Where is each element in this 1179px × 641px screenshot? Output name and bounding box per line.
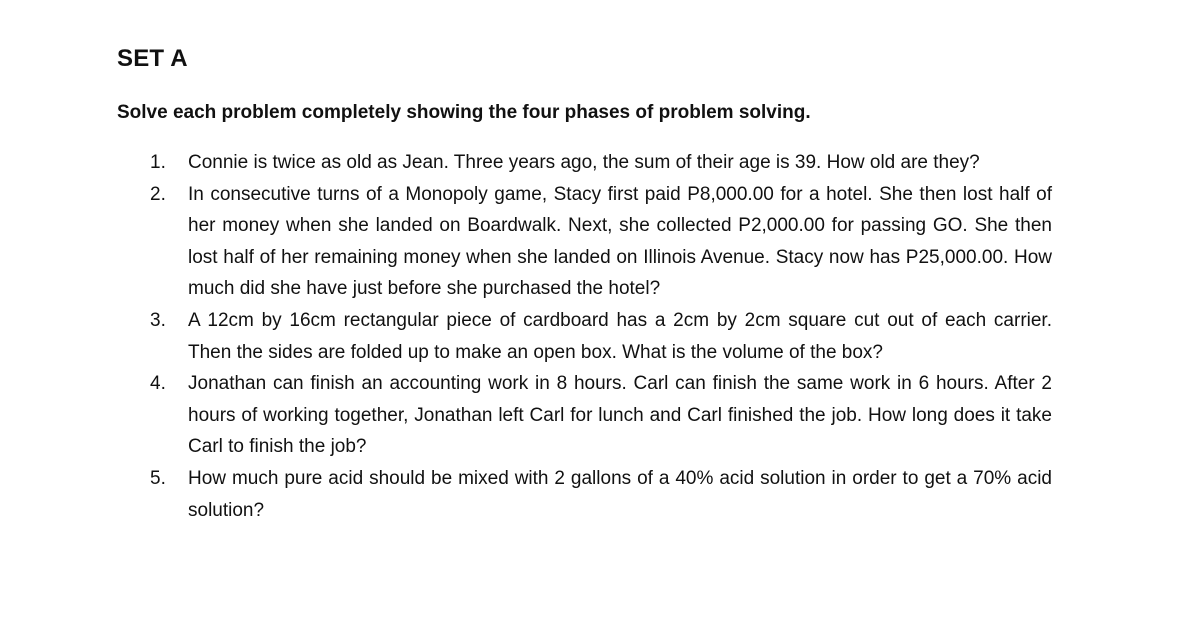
problem-list [150,147,1052,526]
problem-text: Jonathan can finish an accounting work in 8 hours. Carl can finish the same work in 6 hours. After 2 hours of working together, Jonathan left Carl for lunch and Carl finished the job. How long does it take Carl to finish the job? [188,373,1052,458]
problem-number: 3. [150,309,166,331]
set-title: SET A [117,45,188,72]
problem-text: How much pure acid should be mixed with 2 gallons of a 40% acid solution in order to get a 70% acid solution? [188,467,1052,521]
problem-number: 2. [150,183,166,205]
problem-4 [150,368,1052,463]
problem-text: In consecutive turns of a Monopoly game, Stacy first paid P8,000.00 for a hotel. She then lost half of her money when she landed on Boardwalk. Next, she collected P2,000.00 for passing GO. She then lost half of her remaining money when she landed on Illinois Avenue. Stacy now has P25,000.00. How much did she have just before she purchased the hotel? [188,183,1052,300]
problem-3 [150,305,1052,368]
instructions: Solve each problem completely showing the four phases of problem solving. [117,102,811,123]
problem-1 [150,147,1052,179]
problem-number: 1. [150,152,166,173]
problem-number: 4. [150,373,166,395]
problem-text: A 12cm by 16cm rectangular piece of cardboard has a 2cm by 2cm square cut out of each carrier. Then the sides are folded up to make an open box. What is the volume of the box? [188,309,1052,363]
problem-2 [150,179,1052,305]
problem-text: Connie is twice as old as Jean. Three years ago, the sum of their age is 39. How old are they? [188,152,980,173]
problem-5 [150,463,1052,526]
problem-number: 5. [150,467,166,489]
